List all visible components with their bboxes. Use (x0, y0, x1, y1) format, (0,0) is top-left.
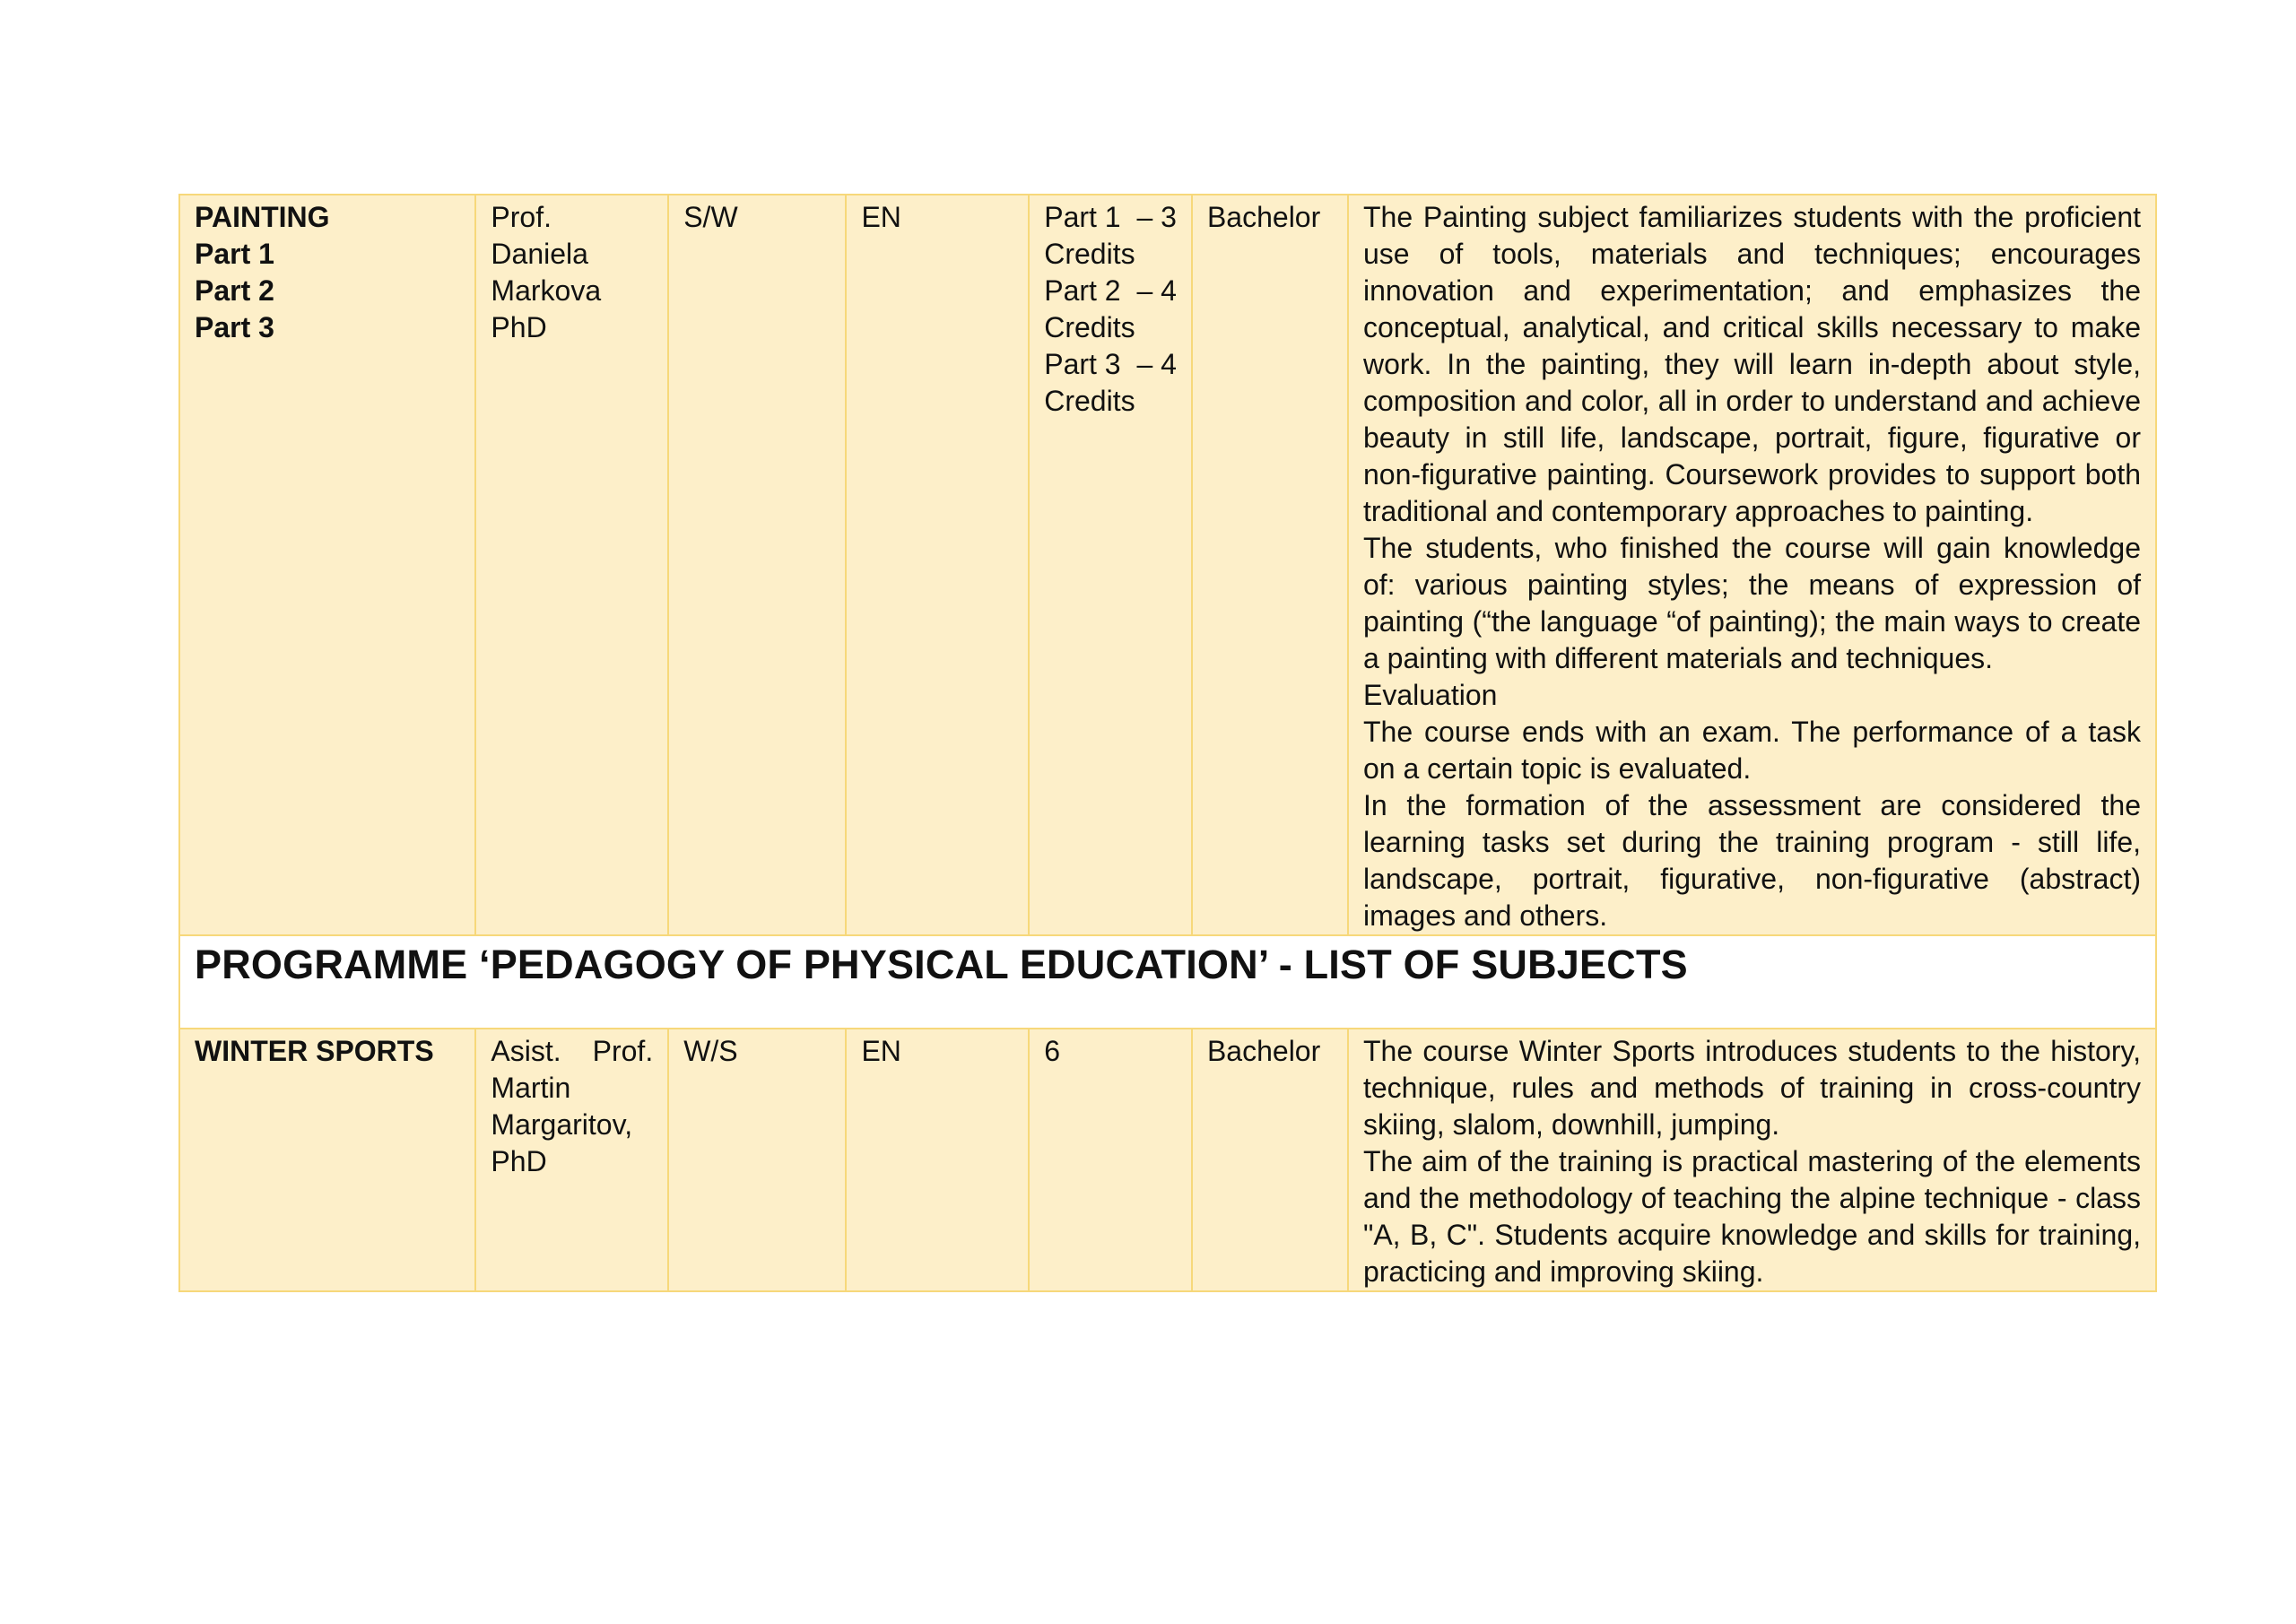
lecturer-line: PhD (491, 1145, 547, 1177)
credit-line (1044, 236, 1177, 273)
subject-title-cell (179, 1029, 475, 1291)
credit-label: Part 1 (1044, 201, 1121, 233)
description-paragraph: The course Winter Sports introduces students to the history, technique, rules and methods of training in cross-country skiing, slalom, downhill, jumping. (1362, 1035, 2141, 1141)
programme-heading-row (179, 935, 2156, 1029)
credit-value: – 3 (1136, 201, 1177, 233)
language-cell (846, 1029, 1029, 1291)
level-value: Bachelor (1206, 201, 1321, 233)
description-paragraph: The course ends with an exam. The performance of a task on a certain topic is evaluated. (1362, 716, 2141, 785)
credit-line (1044, 273, 1177, 309)
lecturer-title-part: Asist. (491, 1035, 561, 1067)
level-value: Bachelor (1206, 1035, 1321, 1067)
language-value: EN (861, 201, 901, 233)
lecturer-line: Markova (491, 274, 602, 307)
credit-value: – 4 (1136, 348, 1177, 380)
lecturer-title-part: Prof. (592, 1035, 654, 1067)
subjects-table (178, 194, 2157, 1292)
semester-cell (668, 195, 846, 935)
description-cell (1348, 1029, 2156, 1291)
level-cell (1192, 1029, 1348, 1291)
description-paragraph: In the formation of the assessment are considered the learning tasks set during the training program - still life, landscape, portrait, figurative, non-figurative (abstract) images and others. (1362, 789, 2141, 932)
level-cell (1192, 195, 1348, 935)
lecturer-cell (475, 195, 668, 935)
programme-heading-cell (179, 935, 2156, 1029)
table-row (179, 1029, 2156, 1291)
description-paragraph: Evaluation (1362, 679, 1498, 711)
credit-label: Credits (1044, 311, 1135, 343)
lecturer-line: Prof. (491, 201, 552, 233)
subject-title: PAINTING (195, 201, 330, 233)
lecturer-line (491, 1033, 653, 1070)
semester-value: W/S (683, 1035, 738, 1067)
semester-value: S/W (683, 201, 738, 233)
credit-value: – 4 (1136, 274, 1177, 307)
semester-cell (668, 1029, 846, 1291)
credits-cell (1029, 195, 1192, 935)
table-row (179, 195, 2156, 935)
credit-label: Part 2 (1044, 274, 1121, 307)
credit-line (1044, 199, 1177, 236)
credit-line (1044, 346, 1177, 383)
description-paragraph: The students, who finished the course will gain knowledge of: various painting styles; the means of expression of painting (“the language “of painting); the main ways to create a painting with different materials and techniques. (1362, 532, 2141, 674)
subject-part: Part 2 (195, 274, 274, 307)
programme-heading: PROGRAMME ‘PEDAGOGY OF PHYSICAL EDUCATION’ - LIST OF SUBJECTS (195, 942, 1688, 987)
subject-part: Part 3 (195, 311, 274, 343)
credits-cell (1029, 1029, 1192, 1291)
description-paragraph: The Painting subject familiarizes students with the proficient use of tools, materials and techniques; encourages innovation and experimentation; and emphasizes the conceptual, analytical, and critical skills necessary to make work. In the painting, they will learn in-depth about style, composition and color, all in order to understand and achieve beauty in still life, landscape, portrait, figure, figurative or non-figurative painting. Coursework provides to support both traditional and contemporary approaches to painting. (1362, 201, 2141, 527)
credits-value: 6 (1044, 1035, 1061, 1067)
credit-label: Part 3 (1044, 348, 1121, 380)
credit-line (1044, 383, 1177, 420)
description-paragraph: The aim of the training is practical mastering of the elements and the methodology of teaching the alpine technique - class "A, B, C". Students acquire knowledge and skills for training, practicing and improving skiing. (1362, 1145, 2141, 1288)
lecturer-line: Martin (491, 1072, 571, 1104)
description-cell (1348, 195, 2156, 935)
subject-part: Part 1 (195, 238, 274, 270)
credit-label: Credits (1044, 385, 1135, 417)
language-cell (846, 195, 1029, 935)
lecturer-line: PhD (491, 311, 547, 343)
lecturer-cell (475, 1029, 668, 1291)
credit-label: Credits (1044, 238, 1135, 270)
subject-title: WINTER SPORTS (195, 1035, 434, 1067)
credit-line (1044, 309, 1177, 346)
lecturer-line: Margaritov, (491, 1108, 633, 1141)
language-value: EN (861, 1035, 901, 1067)
subject-title-cell (179, 195, 475, 935)
lecturer-line: Daniela (491, 238, 588, 270)
